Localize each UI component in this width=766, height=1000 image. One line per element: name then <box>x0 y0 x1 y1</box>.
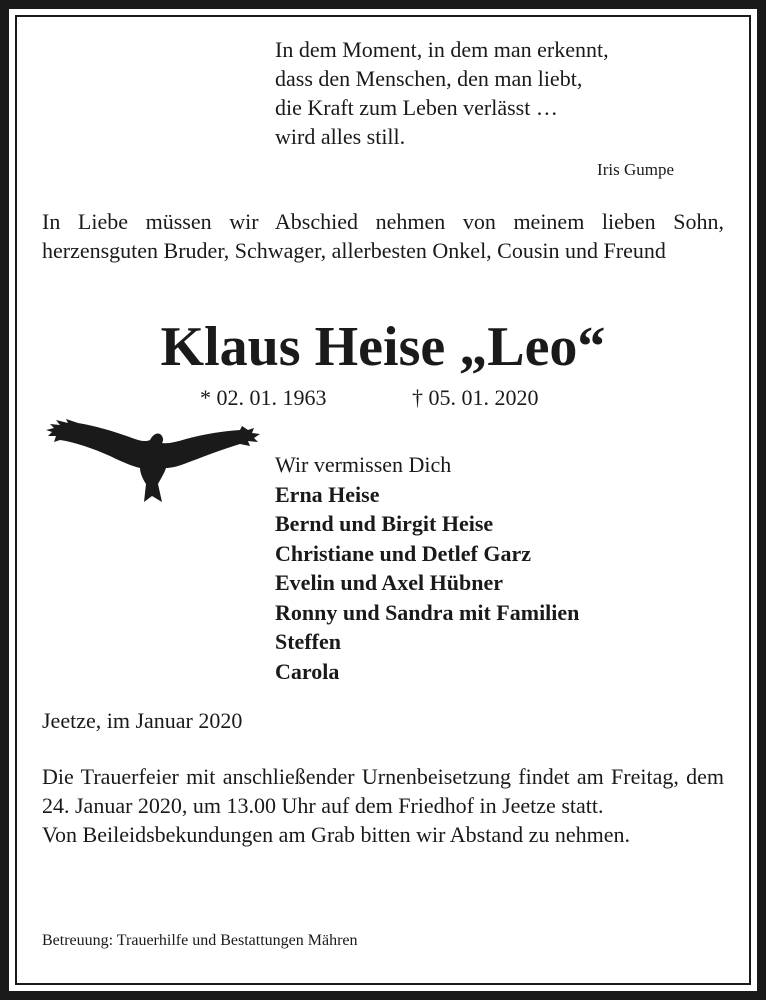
mourner-name: Evelin und Axel Hübner <box>275 570 504 595</box>
birth-date: * 02. 01. 1963 <box>200 385 327 410</box>
funeral-details <box>42 762 724 849</box>
death-date: † 05. 01. 2020 <box>412 385 539 410</box>
mourner-name: Carola <box>275 658 340 684</box>
deceased-name: Klaus Heise „Leo“ <box>160 316 606 378</box>
poem-line: wird alles still. <box>275 124 406 149</box>
mourner-name: Ronny und Sandra mit Familien <box>275 599 580 625</box>
undertaker-credit: Betreuung: Trauerhilfe und Bestattungen Mähren <box>42 932 358 949</box>
poem-quote <box>275 35 609 151</box>
mourner-name: Erna Heise <box>275 481 380 507</box>
poem-author: Iris Gumpe <box>597 160 674 179</box>
poem-line: dass den Menschen, den man liebt, <box>275 66 583 91</box>
condolence-notice: Von Beileidsbekundungen am Grab bitten wir Abstand zu nehmen. <box>42 822 630 847</box>
poem-line: In dem Moment, in dem man erkennt, <box>275 37 609 62</box>
funeral-notice: Die Trauerfeier mit anschließender Urnenbeisetzung findet am Freitag, dem 24. Januar 2020, um 13.00 Uhr auf dem Friedhof in Jeetze statt. <box>42 764 724 818</box>
mourner-name: Steffen <box>275 629 341 654</box>
mourners-list <box>275 450 579 686</box>
eagle-silhouette-icon <box>44 418 264 504</box>
mourner-name: Christiane und Detlef Garz <box>275 540 532 566</box>
place-and-date: Jeetze, im Januar 2020 <box>42 708 243 733</box>
poem-line: die Kraft zum Leben verlässt … <box>275 95 558 120</box>
mourner-name: Bernd und Birgit Heise <box>275 511 494 536</box>
mourners-heading: Wir vermissen Dich <box>275 452 452 477</box>
intro-text: In Liebe müssen wir Abschied nehmen von meinem lieben Sohn, herzensguten Bruder, Schwager, allerbesten Onkel, Cousin und Freund <box>42 209 724 263</box>
